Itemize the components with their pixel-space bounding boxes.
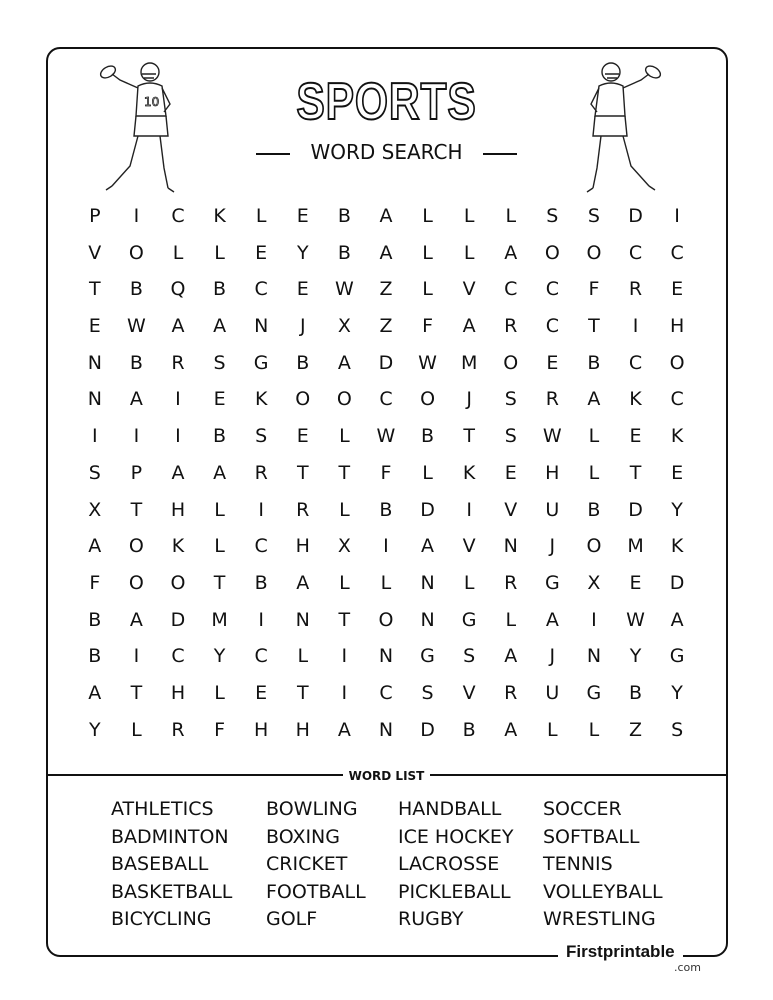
- grid-cell[interactable]: C: [670, 388, 684, 411]
- grid-cell[interactable]: A: [88, 535, 102, 558]
- grid-cell[interactable]: R: [628, 278, 643, 301]
- grid-cell[interactable]: E: [629, 571, 642, 594]
- grid-cell[interactable]: R: [254, 461, 268, 484]
- grid-cell[interactable]: J: [549, 645, 556, 668]
- grid-cell[interactable]: W: [418, 351, 437, 374]
- grid-cell[interactable]: L: [463, 205, 475, 227]
- grid-cell[interactable]: B: [628, 681, 643, 704]
- grid-cell[interactable]: T: [463, 425, 475, 448]
- grid-cell[interactable]: L: [422, 241, 433, 264]
- grid-cell[interactable]: J: [299, 315, 306, 338]
- grid-cell[interactable]: L: [255, 205, 267, 227]
- grid-cell[interactable]: N: [420, 608, 435, 631]
- grid-cell[interactable]: A: [504, 241, 518, 264]
- grid-cell[interactable]: O: [170, 571, 186, 594]
- grid-cell[interactable]: Y: [88, 718, 101, 741]
- grid-cell[interactable]: L: [588, 718, 600, 741]
- grid-cell[interactable]: O: [295, 388, 311, 411]
- grid-cell[interactable]: B: [213, 278, 227, 301]
- word-list-item: CRICKET: [266, 853, 348, 875]
- grid-cell[interactable]: T: [338, 608, 351, 631]
- grid-cell[interactable]: A: [587, 388, 601, 411]
- grid-cell[interactable]: J: [549, 535, 556, 558]
- grid-cell[interactable]: B: [337, 241, 351, 264]
- grid-cell[interactable]: O: [669, 351, 685, 374]
- grid-cell[interactable]: F: [214, 718, 226, 741]
- grid-cell[interactable]: A: [171, 461, 185, 484]
- brand-logo: Firstprintable: [558, 942, 683, 962]
- grid-cell[interactable]: R: [171, 718, 185, 741]
- grid-cell[interactable]: G: [420, 645, 435, 668]
- grid-cell[interactable]: L: [505, 608, 517, 631]
- grid-cell[interactable]: I: [341, 645, 348, 668]
- grid-cell[interactable]: O: [336, 388, 352, 411]
- grid-cell[interactable]: A: [129, 388, 143, 411]
- grid-cell[interactable]: K: [670, 535, 684, 558]
- grid-cell[interactable]: W: [542, 425, 562, 448]
- grid-cell[interactable]: S: [671, 718, 684, 741]
- word-list-item: WRESTLING: [543, 908, 656, 930]
- grid-cell[interactable]: L: [505, 205, 517, 227]
- grid-cell[interactable]: X: [88, 498, 102, 521]
- grid-cell[interactable]: R: [504, 315, 518, 338]
- grid-cell[interactable]: L: [380, 571, 392, 594]
- grid-cell[interactable]: A: [379, 205, 393, 227]
- grid-cell[interactable]: R: [171, 351, 185, 374]
- word-list-item: HANDBALL: [398, 798, 502, 820]
- grid-cell[interactable]: L: [214, 681, 225, 704]
- grid-cell[interactable]: E: [296, 205, 309, 227]
- grid-cell[interactable]: Y: [629, 645, 642, 668]
- grid-cell[interactable]: V: [462, 278, 476, 301]
- word-list-item: ICE HOCKEY: [398, 825, 514, 848]
- grid-cell[interactable]: T: [213, 571, 226, 594]
- brand-suffix: .com: [674, 961, 701, 974]
- grid-cell[interactable]: L: [463, 571, 475, 594]
- grid-cell[interactable]: C: [628, 241, 643, 264]
- grid-cell[interactable]: H: [254, 718, 269, 741]
- grid-cell[interactable]: G: [461, 608, 477, 631]
- grid-cell[interactable]: M: [460, 351, 478, 374]
- grid-cell[interactable]: G: [253, 351, 269, 374]
- letter-grid: [74, 198, 698, 748]
- grid-cell[interactable]: A: [421, 535, 435, 558]
- grid-cell[interactable]: K: [254, 388, 268, 411]
- grid-cell[interactable]: R: [296, 498, 310, 521]
- word-list: [111, 796, 693, 934]
- grid-cell[interactable]: V: [462, 535, 476, 558]
- grid-cell[interactable]: L: [214, 241, 225, 264]
- grid-cell[interactable]: L: [463, 241, 475, 264]
- grid-cell[interactable]: A: [504, 645, 518, 668]
- word-list-item: BICYCLING: [111, 908, 212, 930]
- grid-cell[interactable]: P: [130, 461, 143, 484]
- grid-cell[interactable]: O: [378, 608, 394, 631]
- grid-cell[interactable]: R: [504, 571, 518, 594]
- grid-cell[interactable]: X: [337, 535, 351, 558]
- grid-cell[interactable]: F: [380, 461, 392, 484]
- grid-cell[interactable]: N: [586, 645, 602, 668]
- grid-cell[interactable]: D: [669, 571, 685, 594]
- grid-cell[interactable]: E: [255, 681, 268, 704]
- grid-cell[interactable]: D: [420, 498, 435, 521]
- grid-cell[interactable]: A: [337, 718, 351, 741]
- grid-cell[interactable]: Z: [629, 718, 643, 741]
- grid-cell[interactable]: A: [462, 315, 476, 338]
- word-list-item: SOFTBALL: [543, 825, 640, 848]
- word-list-item: LACROSSE: [398, 853, 500, 875]
- word-list-item: VOLLEYBALL: [543, 880, 663, 903]
- grid-cell[interactable]: C: [254, 278, 268, 301]
- grid-cell[interactable]: I: [632, 315, 639, 338]
- grid-cell[interactable]: D: [628, 498, 643, 521]
- grid-cell[interactable]: C: [171, 645, 185, 668]
- grid-cell[interactable]: Y: [213, 645, 226, 668]
- grid-cell[interactable]: E: [296, 278, 309, 301]
- grid-cell[interactable]: E: [546, 351, 559, 374]
- grid-cell[interactable]: X: [587, 571, 601, 594]
- grid-cell[interactable]: L: [422, 461, 433, 484]
- grid-cell[interactable]: E: [671, 278, 684, 301]
- grid-cell[interactable]: N: [503, 535, 518, 558]
- grid-cell[interactable]: L: [588, 461, 600, 484]
- grid-cell[interactable]: S: [463, 645, 476, 668]
- grid-cell[interactable]: O: [420, 388, 436, 411]
- grid-cell[interactable]: L: [422, 278, 433, 301]
- grid-cell[interactable]: O: [586, 241, 602, 264]
- grid-cell[interactable]: L: [131, 718, 142, 741]
- grid-cell[interactable]: W: [334, 278, 354, 301]
- grid-cell[interactable]: K: [629, 388, 642, 411]
- grid-cell[interactable]: L: [547, 718, 558, 741]
- grid-cell[interactable]: E: [296, 425, 309, 448]
- grid-cell[interactable]: B: [213, 425, 227, 448]
- grid-cell[interactable]: H: [295, 718, 310, 741]
- grid-cell[interactable]: A: [88, 681, 102, 704]
- word-list-item: GOLF: [266, 908, 318, 930]
- grid-cell[interactable]: A: [545, 608, 559, 631]
- grid-cell[interactable]: H: [669, 315, 685, 338]
- grid-cell[interactable]: I: [175, 425, 181, 448]
- grid-cell[interactable]: B: [379, 498, 393, 521]
- word-list-item: TENNIS: [543, 853, 613, 875]
- grid-cell[interactable]: I: [175, 388, 181, 411]
- grid-cell[interactable]: K: [462, 461, 476, 484]
- grid-cell[interactable]: C: [379, 681, 393, 704]
- grid-cell[interactable]: A: [171, 315, 185, 338]
- word-list-label: WORD LIST: [343, 769, 431, 783]
- grid-cell[interactable]: R: [545, 388, 559, 411]
- grid-cell[interactable]: C: [504, 278, 518, 301]
- grid-cell[interactable]: S: [504, 425, 517, 448]
- grid-cell[interactable]: A: [379, 241, 393, 264]
- grid-cell[interactable]: K: [670, 425, 684, 448]
- grid-cell[interactable]: N: [420, 571, 435, 594]
- grid-cell[interactable]: G: [544, 571, 560, 594]
- grid-cell[interactable]: W: [126, 315, 146, 338]
- grid-cell[interactable]: Z: [379, 278, 393, 301]
- grid-cell[interactable]: S: [88, 461, 101, 484]
- grid-cell[interactable]: E: [671, 461, 684, 484]
- grid-cell[interactable]: H: [545, 461, 560, 484]
- grid-cell[interactable]: N: [295, 608, 310, 631]
- word-list-item: BASKETBALL: [111, 880, 233, 903]
- grid-cell[interactable]: B: [88, 608, 102, 631]
- grid-cell[interactable]: P: [89, 205, 101, 227]
- grid-cell[interactable]: B: [129, 351, 143, 374]
- grid-cell[interactable]: Y: [671, 498, 683, 521]
- grid-cell[interactable]: D: [628, 205, 643, 227]
- grid-cell[interactable]: U: [545, 498, 560, 521]
- grid-cell[interactable]: L: [339, 571, 350, 594]
- grid-cell[interactable]: S: [213, 351, 226, 374]
- grid-cell[interactable]: N: [87, 351, 102, 374]
- grid-cell[interactable]: F: [588, 278, 600, 301]
- page-title: SPORTS: [296, 73, 477, 131]
- grid-cell[interactable]: G: [669, 645, 685, 668]
- grid-cell[interactable]: O: [586, 535, 602, 558]
- grid-cell[interactable]: L: [339, 498, 350, 521]
- grid-cell[interactable]: V: [462, 681, 476, 704]
- grid-cell[interactable]: G: [586, 681, 602, 704]
- grid-cell[interactable]: I: [466, 498, 472, 521]
- grid-cell[interactable]: A: [129, 608, 143, 631]
- grid-cell[interactable]: I: [341, 681, 348, 704]
- grid-cell[interactable]: D: [420, 718, 435, 741]
- word-list-item: BADMINTON: [111, 825, 229, 848]
- grid-cell[interactable]: K: [213, 205, 226, 227]
- grid-cell[interactable]: I: [591, 608, 597, 631]
- grid-cell[interactable]: T: [130, 681, 143, 704]
- grid-cell[interactable]: C: [379, 388, 393, 411]
- grid-cell[interactable]: H: [170, 498, 186, 521]
- grid-cell[interactable]: C: [545, 278, 559, 301]
- grid-cell[interactable]: I: [258, 498, 264, 521]
- grid-cell[interactable]: O: [128, 241, 144, 264]
- grid-cell[interactable]: L: [214, 535, 225, 558]
- grid-cell[interactable]: Q: [170, 278, 186, 301]
- grid-cell[interactable]: B: [254, 571, 268, 594]
- grid-cell[interactable]: B: [88, 645, 102, 668]
- grid-cell[interactable]: O: [503, 351, 519, 374]
- page-subtitle: WORD SEARCH: [310, 140, 463, 164]
- grid-cell[interactable]: F: [89, 571, 101, 594]
- grid-cell[interactable]: D: [378, 351, 394, 374]
- word-list-item: PICKLEBALL: [398, 880, 511, 903]
- word-list-item: RUGBY: [398, 908, 464, 930]
- grid-cell[interactable]: N: [378, 718, 394, 741]
- grid-cell[interactable]: Y: [671, 681, 683, 704]
- grid-cell[interactable]: E: [88, 315, 101, 338]
- grid-cell[interactable]: A: [213, 315, 227, 338]
- grid-cell[interactable]: E: [213, 388, 226, 411]
- grid-cell[interactable]: A: [504, 718, 518, 741]
- grid-cell[interactable]: S: [546, 205, 559, 227]
- grid-cell[interactable]: T: [296, 681, 309, 704]
- grid-cell[interactable]: T: [130, 498, 143, 521]
- grid-cell[interactable]: H: [170, 681, 186, 704]
- grid-cell[interactable]: M: [627, 535, 644, 558]
- grid-cell[interactable]: I: [133, 645, 140, 668]
- grid-cell[interactable]: W: [376, 425, 396, 448]
- grid-cell[interactable]: L: [339, 425, 350, 448]
- subtitle-rule-right: [483, 153, 517, 155]
- grid-cell[interactable]: I: [133, 425, 140, 448]
- grid-cell[interactable]: B: [462, 718, 476, 741]
- word-list-item: BOXING: [266, 825, 340, 848]
- grid-cell[interactable]: A: [337, 351, 351, 374]
- grid-cell[interactable]: L: [422, 205, 433, 227]
- grid-cell[interactable]: V: [504, 498, 518, 521]
- grid-cell[interactable]: B: [587, 351, 601, 374]
- grid-cell[interactable]: I: [91, 425, 98, 448]
- grid-cell[interactable]: B: [421, 425, 435, 448]
- grid-cell[interactable]: M: [211, 608, 228, 631]
- word-list-item: FOOTBALL: [266, 880, 366, 903]
- grid-cell[interactable]: T: [629, 461, 642, 484]
- word-list-item: BOWLING: [266, 798, 358, 820]
- grid-cell[interactable]: N: [87, 388, 102, 411]
- grid-cell[interactable]: H: [295, 535, 310, 558]
- grid-cell[interactable]: Y: [296, 241, 309, 264]
- grid-cell[interactable]: A: [213, 461, 227, 484]
- grid-cell[interactable]: O: [128, 535, 144, 558]
- grid-cell[interactable]: V: [88, 241, 102, 264]
- grid-cell[interactable]: T: [338, 461, 351, 484]
- grid-cell[interactable]: C: [171, 205, 185, 227]
- grid-cell[interactable]: O: [544, 241, 560, 264]
- word-list-item: BASEBALL: [111, 853, 209, 875]
- grid-cell[interactable]: S: [255, 425, 268, 448]
- grid-cell[interactable]: Z: [379, 315, 393, 338]
- grid-cell[interactable]: S: [504, 388, 517, 411]
- grid-cell[interactable]: W: [626, 608, 645, 631]
- grid-cell[interactable]: S: [421, 681, 434, 704]
- grid-cell[interactable]: X: [337, 315, 351, 338]
- grid-cell[interactable]: C: [254, 645, 268, 668]
- grid-cell[interactable]: E: [255, 241, 268, 264]
- grid-cell[interactable]: O: [128, 571, 144, 594]
- grid-cell[interactable]: C: [670, 241, 684, 264]
- grid-cell[interactable]: T: [296, 461, 309, 484]
- grid-cell[interactable]: I: [133, 205, 140, 227]
- grid-cell[interactable]: C: [628, 351, 643, 374]
- grid-cell[interactable]: N: [378, 645, 394, 668]
- grid-cell[interactable]: L: [588, 425, 600, 448]
- grid-cell[interactable]: I: [383, 535, 389, 558]
- grid-cell[interactable]: S: [587, 205, 600, 227]
- grid-cell[interactable]: E: [629, 425, 642, 448]
- grid-cell[interactable]: J: [466, 388, 472, 411]
- grid-cell[interactable]: C: [254, 535, 268, 558]
- grid-cell[interactable]: D: [170, 608, 186, 631]
- grid-cell[interactable]: B: [337, 205, 351, 227]
- word-list-item: ATHLETICS: [111, 798, 214, 820]
- grid-cell[interactable]: A: [296, 571, 310, 594]
- grid-cell[interactable]: F: [422, 315, 434, 338]
- grid-cell[interactable]: T: [588, 315, 600, 338]
- grid-cell[interactable]: I: [258, 608, 264, 631]
- grid-cell[interactable]: B: [587, 498, 601, 521]
- grid-cell[interactable]: C: [545, 315, 559, 338]
- grid-cell[interactable]: E: [504, 461, 517, 484]
- grid-cell[interactable]: L: [297, 645, 309, 668]
- svg-text:10: 10: [144, 95, 160, 109]
- grid-cell[interactable]: I: [674, 205, 680, 227]
- grid-cell[interactable]: N: [254, 315, 269, 338]
- grid-cell[interactable]: L: [214, 498, 225, 521]
- word-list-item: SOCCER: [543, 798, 622, 820]
- grid-cell[interactable]: T: [88, 278, 101, 301]
- grid-cell[interactable]: K: [171, 535, 185, 558]
- grid-cell[interactable]: A: [670, 608, 684, 631]
- grid-cell[interactable]: L: [172, 241, 184, 264]
- grid-cell[interactable]: U: [545, 681, 560, 704]
- grid-cell[interactable]: B: [296, 351, 310, 374]
- grid-cell[interactable]: B: [129, 278, 143, 301]
- grid-cell[interactable]: R: [504, 681, 518, 704]
